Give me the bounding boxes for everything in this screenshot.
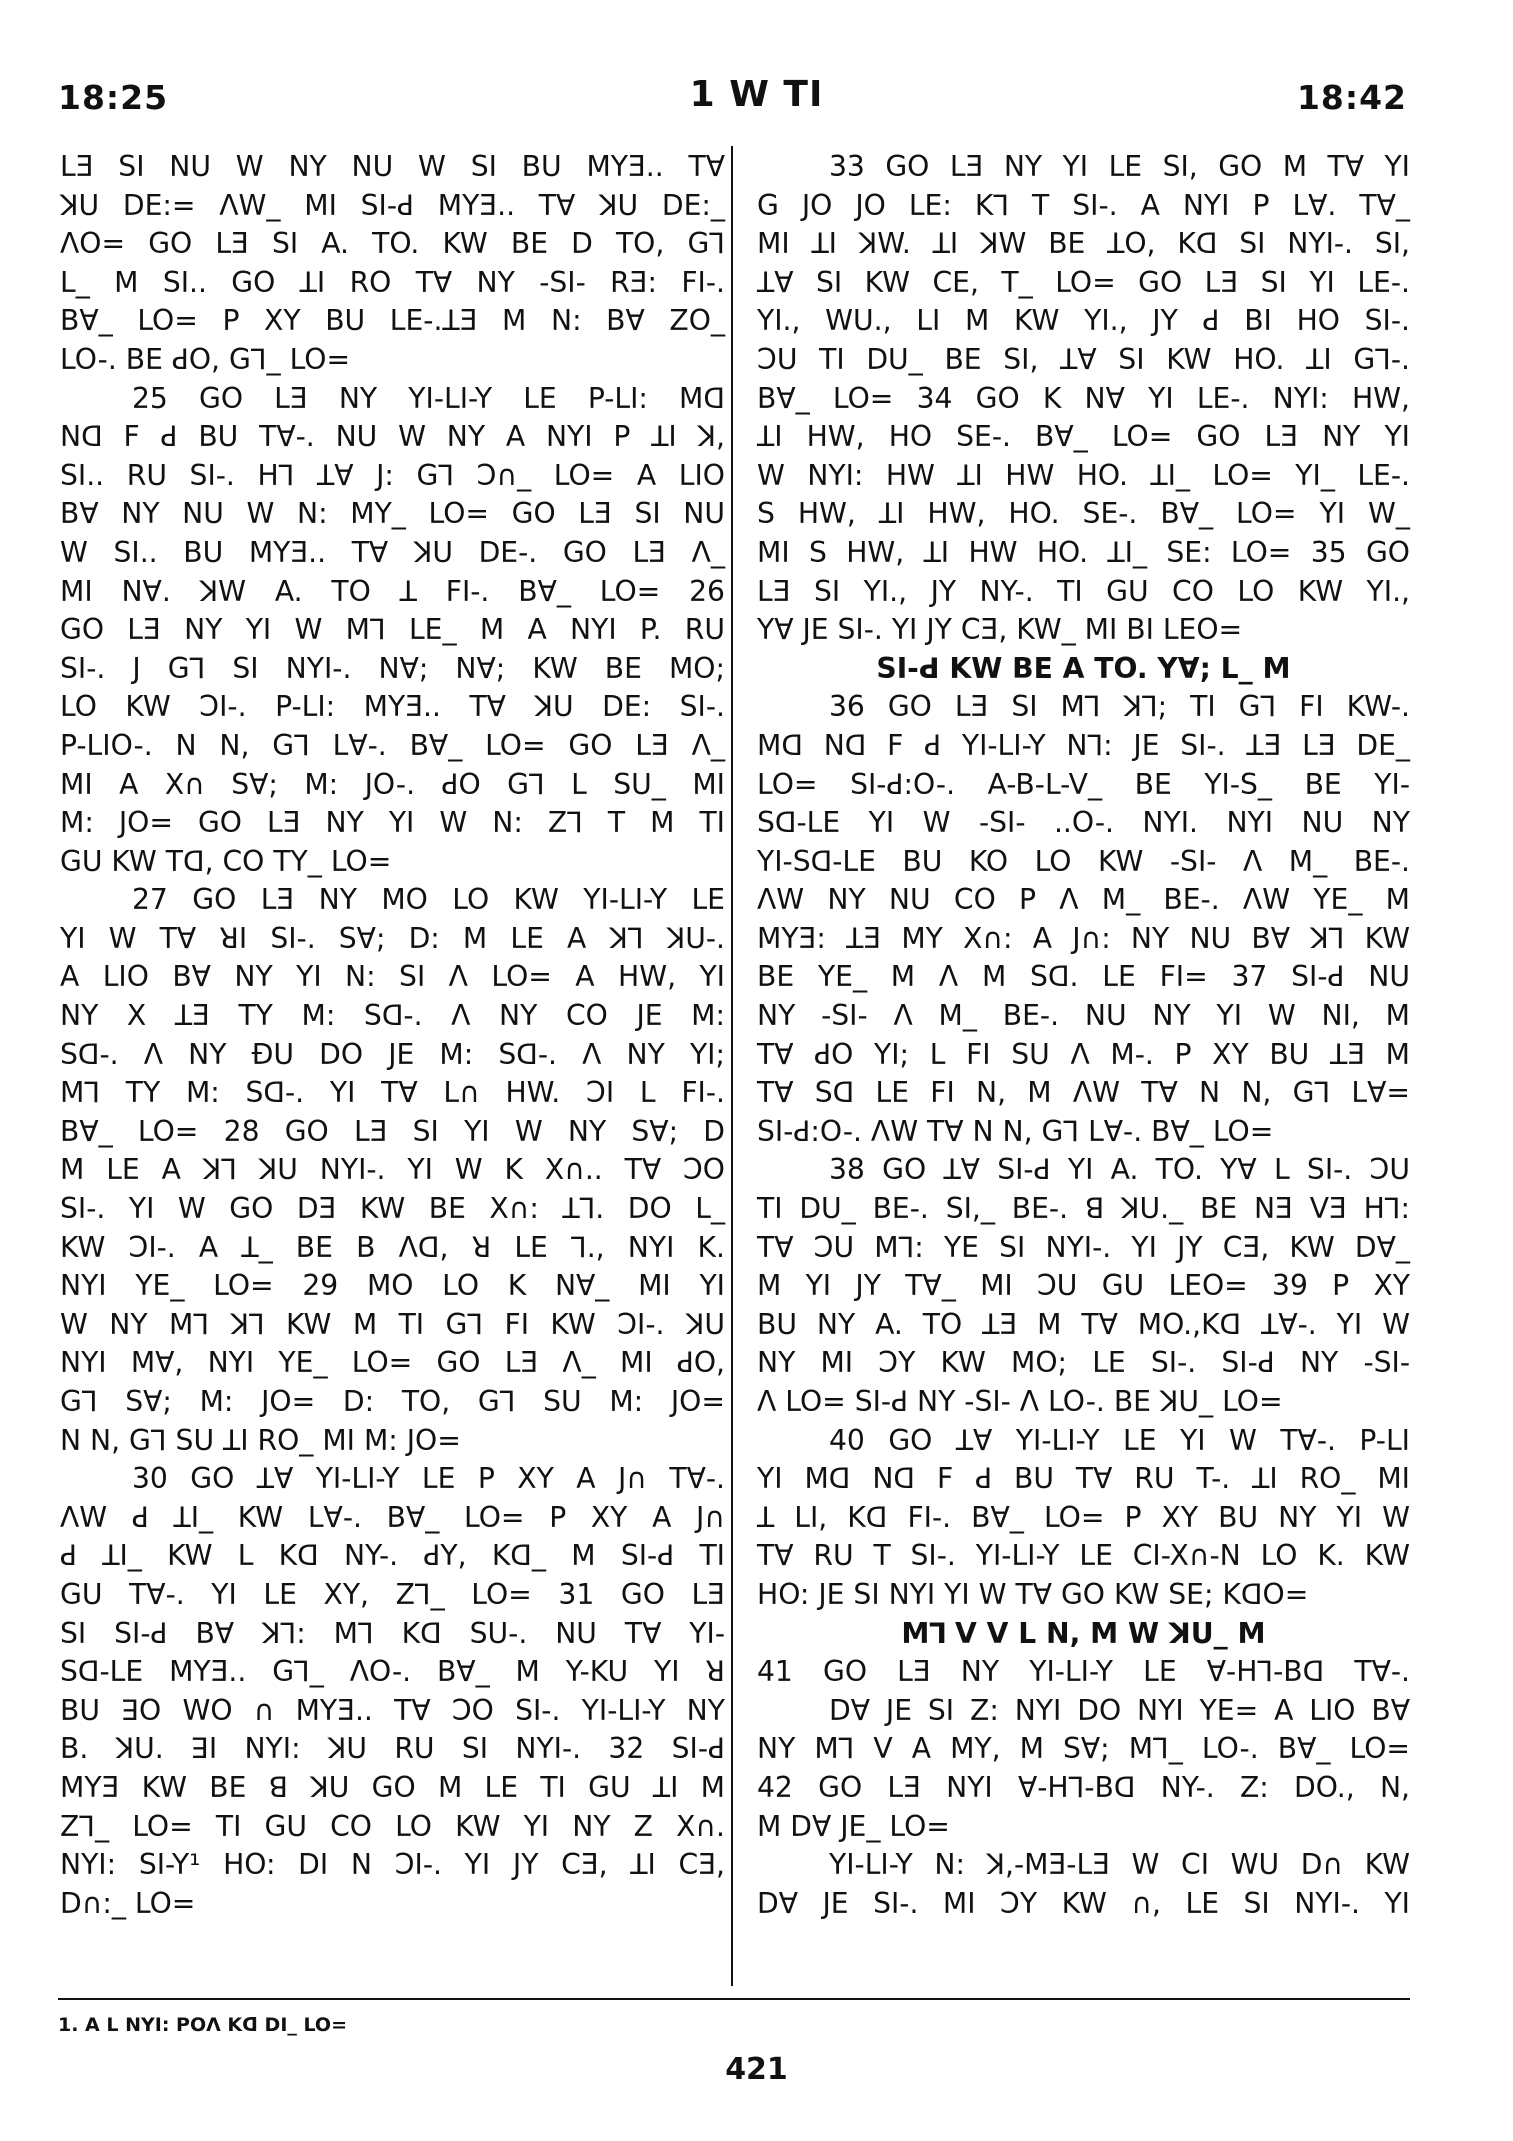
text-line: ꓕⱯ SI KW CE, T_ LO= GO LƎ SI YI LE-. (757, 265, 1410, 299)
text-line: YI-Sꓷ-LE BU KO LO KW -SI- Ʌ M_ BE-. (757, 844, 1410, 878)
text-line: MI NⱯ. ꓘW A. TO ꓕ FI-. BⱯ_ LO= 26 (60, 574, 725, 608)
text-line: ɅW NY NU CO P Ʌ M_ BE-. ɅW YE_ M (757, 883, 1410, 917)
text-line: BⱯ_ LO= P XY BU LE-.ꓕƎ M N: BⱯ ZO_ (60, 304, 725, 338)
text-line: MI A X∩ SⱯ; M: JO-. ꓒO Gꓶ L SU_ MI (60, 767, 725, 801)
text-line: 42 GO LƎ NYI Ɐ-Hꓶ-Bꓷ NY-. Z: DO., N, (757, 1770, 1410, 1804)
text-line: MI S HW, ꓕI HW HO. ꓕI_ SE: LO= 35 GO (757, 535, 1410, 569)
text-line: P-LIO-. N N, Gꓶ LⱯ-. BⱯ_ LO= GO LƎ Ʌ_ (60, 728, 725, 762)
text-line: HO: JE SI NYI YI W TⱯ GO KW SE; KꓷO= (757, 1577, 1309, 1611)
text-line: ꓒ ꓕI_ KW L Kꓷ NY-. ꓒY, Kꓷ_ M SI-ꓒ TI (60, 1539, 725, 1573)
page-number: 421 (725, 2052, 788, 2087)
text-line: DⱯ JE SI Z: NYI DO NYI YE= A LIO BⱯ (829, 1693, 1410, 1727)
text-line: TⱯ RU T SI-. YI-LI-Y LE CI-X∩-N LO K. KW (757, 1539, 1410, 1573)
text-line: Gꓶ SⱯ; M: JO= D: TO, Gꓶ SU M: JO= (60, 1385, 725, 1418)
text-line: KW ↃI-. A ꓕ_ BE B Ʌꓷ, ꓤ LE ꓶ., NYI K. (60, 1230, 725, 1264)
text-line: W NYI: HW ꓕI HW HO. ꓕI_ LO= YI_ LE-. (757, 458, 1410, 492)
text-line: LO-. BE ꓒO, Gꓶ_ LO= (60, 342, 351, 376)
text-line: Mꓶ TY M: Sꓷ-. YI TⱯ L∩ HW. ↃI L FI-. (60, 1076, 725, 1110)
text-line: M YI JY TⱯ_ MI ↃU GU LEO= 39 P XY (757, 1269, 1410, 1303)
text-line: MYƎ KW BE ꓭ ꓘU GO M LE TI GU ꓕI M (60, 1770, 725, 1804)
text-line: SI.. RU SI-. Hꓶ ꓕⱯ J: Gꓶ Ↄ∩_ LO= A LIO (60, 458, 725, 492)
text-line: DⱯ JE SI-. MI ↃY KW ∩, LE SI NYI-. YI (757, 1886, 1410, 1920)
text-line: BE YE_ M Ʌ M Sꓷ. LE FI= 37 SI-ꓒ NU (757, 960, 1410, 994)
text-line: NY Mꓶ V A MY, M SⱯ; Mꓶ_ LO-. BⱯ_ LO= (757, 1732, 1410, 1766)
running-head-right: 18:42 (1296, 78, 1407, 117)
text-line: Mꓷ Nꓷ F ꓒ YI-LI-Y Nꓶ: JE SI-. ꓕƎ LƎ DE_ (757, 728, 1410, 762)
text-line: SI SI-ꓒ BⱯ ꓘꓶ: Mꓶ Kꓷ SU-. NU TⱯ YI- (60, 1616, 725, 1650)
text-line: YI-LI-Y N: ꓘ,-MƎ-LƎ W CI WU D∩ KW (829, 1848, 1410, 1882)
text-line: G JO JO LE: Kꓶ T SI-. A NYI P LⱯ. TⱯ_ (757, 188, 1410, 222)
text-line: Nꓷ F ꓒ BU TⱯ-. NU W NY A NYI P ꓕI ꓘ, (60, 420, 725, 454)
column-divider (731, 146, 733, 1986)
text-line: M DⱯ JE_ LO= (757, 1809, 950, 1843)
text-line: Ʌ LO= SI-ꓒ NY -SI- Ʌ LO-. BE ꓘU_ LO= (757, 1385, 1283, 1418)
text-line: NYI: SI-Y¹ HO: DI N ↃI-. YI JY CƎ, ꓕI CƎ, (60, 1848, 725, 1882)
text-line: Zꓶ_ LO= TI GU CO LO KW YI NY Z X∩. (60, 1809, 725, 1843)
text-line: M: JO= GO LƎ NY YI W N: Zꓶ T M TI (60, 806, 725, 840)
text-line: ɅW ꓒ ꓕI_ KW LⱯ-. BⱯ_ LO= P XY A J∩ (60, 1500, 725, 1534)
text-line: BⱯ NY NU W N: MY_ LO= GO LƎ SI NU (60, 497, 725, 531)
text-line: MYƎ: ꓕƎ MY X∩: A J∩: NY NU BⱯ ꓘꓶ KW (757, 921, 1410, 955)
text-line: M LE A ꓘꓶ ꓘU NYI-. YI W K X∩.. TⱯ ↃO (60, 1153, 725, 1187)
text-line: Sꓷ-LE MYƎ.. Gꓶ_ ɅO-. BⱯ_ M Y-KU YI ꓤ (60, 1655, 725, 1689)
text-line: YI W TⱯ ꓤI SI-. SⱯ; D: M LE A ꓘꓶ ꓘU-. (60, 921, 725, 955)
text-line: BU ꓱO WO ∩ MYƎ.. TⱯ ↃO SI-. YI-LI-Y NY (60, 1693, 725, 1727)
text-line: Sꓷ-LE YI W -SI- ..O-. NYI. NYI NU NY (757, 806, 1410, 840)
text-line: NY -SI- Ʌ M_ BE-. NU NY YI W NI, M (757, 999, 1410, 1033)
text-line: 40 GO ꓕⱯ YI-LI-Y LE YI W TⱯ-. P-LI (829, 1423, 1410, 1457)
text-line: 30 GO ꓕⱯ YI-LI-Y LE P XY A J∩ TⱯ-. (132, 1462, 725, 1496)
text-line: TⱯ ꓒO YI; L FI SU Ʌ M-. P XY BU ꓕƎ M (757, 1037, 1410, 1071)
text-line: SI-ꓒ:O-. ɅW TⱯ N N, Gꓶ LⱯ-. BⱯ_ LO= (757, 1114, 1274, 1148)
text-line: 25 GO LƎ NY YI-LI-Y LE P-LI: Mꓷ (132, 381, 725, 415)
text-line: 27 GO LƎ NY MO LO KW YI-LI-Y LE (132, 883, 725, 917)
footnote-rule (58, 1998, 1410, 2000)
text-line: ꓕI HW, HO SE-. BⱯ_ LO= GO LƎ NY YI (757, 420, 1410, 454)
text-line: LƎ SI YI., JY NY-. TI GU CO LO KW YI., (757, 574, 1410, 608)
text-line: YI Mꓷ Nꓷ F ꓒ BU TⱯ RU T-. ꓕI RO_ MI (757, 1462, 1410, 1496)
section-heading: SI-ꓒ KW BE A TO. YⱯ; L_ M (876, 651, 1291, 685)
text-line: BⱯ_ LO= 28 GO LƎ SI YI W NY SⱯ; D (60, 1114, 725, 1148)
footnote: 1. A L NYI: POɅ Kꓷ DI_ LO= (58, 2014, 347, 2036)
text-line: NY X ꓕƎ TY M: Sꓷ-. Ʌ NY CO JE M: (60, 999, 725, 1033)
text-line: NYI MⱯ, NYI YE_ LO= GO LƎ Ʌ_ MI ꓒO, (60, 1346, 725, 1380)
text-line: LƎ SI NU W NY NU W SI BU MYƎ.. TⱯ (60, 150, 725, 183)
text-line: 38 GO ꓕⱯ SI-ꓒ YI A. TO. YⱯ L SI-. ↃU (829, 1153, 1410, 1187)
text-line: A LIO BⱯ NY YI N: SI Ʌ LO= A HW, YI (60, 960, 725, 994)
text-line: GO LƎ NY YI W Mꓶ LE_ M A NYI P. RU (60, 613, 725, 647)
text-line: SI-. YI W GO DƎ KW BE X∩: ꓕꓶ. DO L_ (60, 1192, 725, 1226)
book-title: 1 W TI (689, 74, 824, 115)
text-line: ꓕ LI, Kꓷ FI-. BⱯ_ LO= P XY BU NY YI W (757, 1500, 1410, 1534)
text-line: TⱯ ↃU Mꓶ: YE SI NYI-. YI JY CƎ, KW DⱯ_ (757, 1230, 1410, 1264)
text-line: LO KW ↃI-. P-LI: MYƎ.. TⱯ ꓘU DE: SI-. (60, 690, 725, 724)
text-line: Sꓷ-. Ʌ NY ƉU DO JE M: Sꓷ-. Ʌ NY YI; (60, 1037, 725, 1071)
left-text-column (60, 148, 725, 1923)
running-head-left: 18:25 (58, 78, 169, 117)
text-line: YⱯ JE SI-. YI JY CƎ, KW_ MI BI LEO= (757, 613, 1243, 647)
text-line: NY MI ↃY KW MO; LE SI-. SI-ꓒ NY -SI- (757, 1346, 1410, 1380)
text-line: S HW, ꓕI HW, HO. SE-. BⱯ_ LO= YI W_ (757, 497, 1410, 531)
text-line: TI DU_ BE-. SI,_ BE-. ꓭ ꓘU._ BE NƎ VƎ Hꓶ: (757, 1192, 1410, 1226)
text-line: GU TⱯ-. YI LE XY, Zꓶ_ LO= 31 GO LƎ (60, 1577, 725, 1611)
text-line: 36 GO LƎ SI Mꓶ ꓘꓶ; TI Gꓶ FI KW-. (829, 690, 1410, 724)
text-line: D∩:_ LO= (60, 1886, 196, 1920)
text-line: NYI YE_ LO= 29 MO LO K NⱯ_ MI YI (60, 1269, 725, 1303)
text-line: ꓘU DE:= ɅW_ MI SI-ꓒ MYƎ.. TⱯ ꓘU DE:_ (60, 188, 725, 222)
text-line: W SI.. BU MYƎ.. TⱯ ꓘU DE-. GO LƎ Ʌ_ (60, 535, 725, 569)
text-line: GU KW Tꓷ, CO TY_ LO= (60, 844, 392, 878)
text-line: 41 GO LƎ NY YI-LI-Y LE Ɐ-Hꓶ-Bꓷ TⱯ-. (757, 1655, 1410, 1689)
text-line: ɅO= GO LƎ SI A. TO. KW BE D TO, Gꓶ (60, 227, 725, 261)
text-line: N N, Gꓶ SU ꓕI RO_ MI M: JO= (60, 1423, 461, 1457)
text-line: W NY Mꓶ ꓘꓶ KW M TI Gꓶ FI KW ↃI-. ꓘU (60, 1307, 725, 1341)
text-line: MI ꓕI ꓘW. ꓕI ꓘW BE ꓕO, Kꓷ SI NYI-. SI, (757, 227, 1410, 261)
text-line: ↃU TI DU_ BE SI, ꓕⱯ SI KW HO. ꓕI Gꓶ-. (757, 342, 1410, 376)
text-line: SI-. J Gꓶ SI NYI-. NⱯ; NⱯ; KW BE MO; (60, 651, 725, 685)
text-line: B. ꓘU. ꓱI NYI: ꓘU RU SI NYI-. 32 SI-ꓒ (60, 1732, 725, 1766)
text-line: 33 GO LƎ NY YI LE SI, GO M TⱯ YI (829, 150, 1410, 183)
text-line: YI., WU., LI M KW YI., JY ꓒ BI HO SI-. (757, 304, 1410, 338)
text-line: TⱯ Sꓷ LE FI N, M ɅW TⱯ N N, Gꓶ LⱯ= (757, 1076, 1410, 1110)
text-line: BU NY A. TO ꓕƎ M TⱯ MO.,Kꓷ ꓕⱯ-. YI W (757, 1307, 1410, 1341)
text-line: L_ M SI.. GO ꓕI RO TⱯ NY -SI- RƎ: FI-. (60, 265, 725, 299)
right-text-column (757, 148, 1410, 1923)
text-line: BⱯ_ LO= 34 GO K NⱯ YI LE-. NYI: HW, (757, 381, 1410, 415)
section-heading: Mꓶ V V L N, M W ꓘU_ M (901, 1616, 1266, 1650)
text-line: LO= SI-ꓒ:O-. A-B-L-V_ BE YI-S_ BE YI- (757, 767, 1410, 801)
